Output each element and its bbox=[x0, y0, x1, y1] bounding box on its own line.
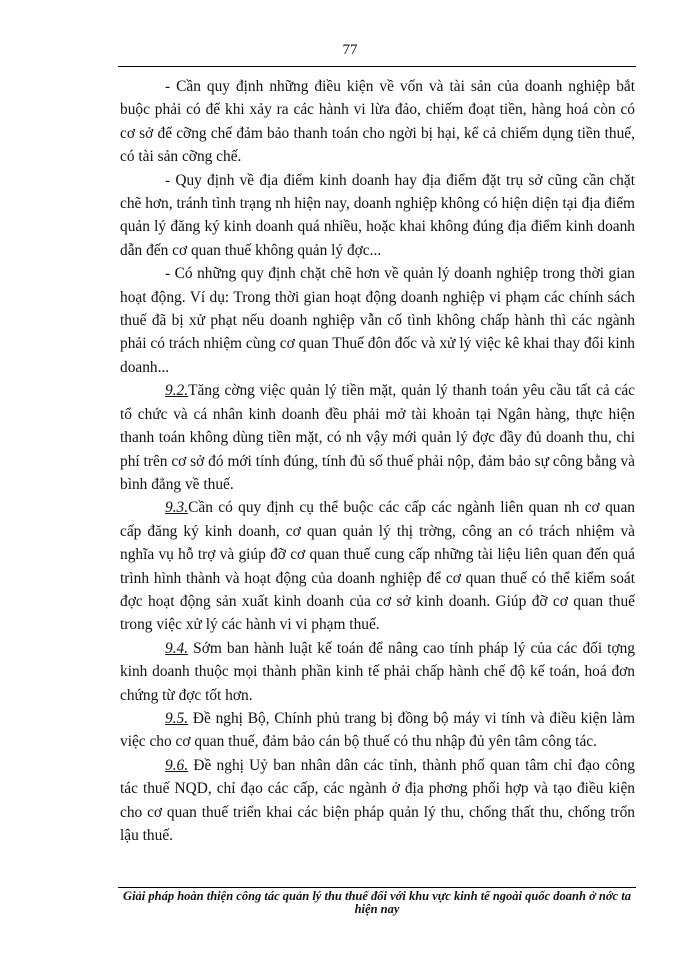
paragraph-text: Đề nghị Uỷ ban nhân dân các tỉnh, thành phố quan tâm chỉ đạo công tác thuế NQD, chỉ đạo các cấp, các ngành ở địa phơng phối hợp và tạo điều kiện cho cơ quan thuế triển khai các biện pháp quản lý thu, chống thất thu, chống trốn lậu thuế. bbox=[120, 756, 635, 844]
paragraph-text: Cần có quy định cụ thể buộc các cấp các ngành liên quan nh cơ quan cấp đăng ký kinh doanh, cơ quan quản lý thị trờng, công an có trách nhiệm và nghĩa vụ hỗ trợ và giúp đỡ cơ quan thuế cung cấp những tài liệu liên quan đến quá trình hình thành và hoạt động của doanh nghiệp để cơ quan thuế có thể kiểm soát đợc hoạt động sản xuất kinh doanh của cơ sở kinh doanh. Giúp đỡ cơ quan thuế trong việc xử lý các hành vi vi phạm thuế. bbox=[120, 499, 635, 634]
section-number: 9.2. bbox=[165, 382, 189, 400]
footer-rule bbox=[118, 887, 636, 888]
paragraph-text: Tăng cờng việc quản lý tiền mặt, quản lý thanh toán yêu cầu tất cả các tổ chức và cá nhân kinh doanh đều phải mở tài khoản tại Ngân hàng, thực hiện thanh toán không dùng tiền mặt, có nh vậy mới quản lý đợc đầy đủ doanh thu, chi phí trên cơ sở đó mới tính đúng, tính đủ số thuế phải nộp, đảm bảo sự công bằng và bình đẳng về thuế. bbox=[120, 382, 635, 493]
paragraph bbox=[120, 637, 635, 707]
paragraph bbox=[120, 754, 635, 848]
section-number: 9.6. bbox=[165, 756, 189, 774]
paragraph-text: Đề nghị Bộ, Chính phủ trang bị đồng bộ máy vi tính và điều kiện làm việc cho cơ quan thuế, đảm bảo cán bộ thuế có thu nhập đủ yên tâm công tác. bbox=[120, 709, 635, 751]
section-number: 9.3. bbox=[165, 499, 189, 517]
paragraph-text: Sớm ban hành luật kế toán để nâng cao tính pháp lý của các đối tợng kinh doanh thuộc mọi thành phần kinh tế phải chấp hành chế độ kế toán, hoá đơn chứng từ đợc tốt hơn. bbox=[120, 639, 635, 704]
paragraph bbox=[120, 75, 635, 169]
header-rule bbox=[118, 66, 636, 67]
running-footer: Giải pháp hoàn thiện công tác quản lý thu thuế đối với khu vực kinh tế ngoài quốc doanh ở nớc ta hiện nay bbox=[123, 890, 631, 916]
paragraph bbox=[120, 169, 635, 263]
section-number: 9.5. bbox=[165, 709, 189, 727]
paragraph-text: - Có những quy định chặt chẽ hơn về quản lý doanh nghiệp trong thời gian hoạt động. Ví dụ: Trong thời gian hoạt động doanh nghiệp vi phạm các chính sách thuế đã bị xử phạt nếu doanh nghiệp vẫn cố tình không chấp hành thì các ngành phải có trách nhiệm cùng cơ quan Thuế đôn đốc và xử lý việc kê khai thay đổi kinh doanh... bbox=[120, 265, 635, 376]
paragraph-text: - Quy định về địa điểm kinh doanh hay địa điểm đặt trụ sở cũng cần chặt chẽ hơn, tránh tình trạng nh hiện nay, doanh nghiệp không có hiện diện tại địa điểm quản lý đăng ký kinh doanh quá nhiều, hoặc khai không đúng địa điểm kinh doanh dẫn đến cơ quan thuế không quản lý đợc... bbox=[120, 171, 635, 259]
section-number: 9.4. bbox=[165, 639, 189, 657]
paragraph bbox=[120, 379, 635, 496]
paragraph-text: - Cần quy định những điều kiện về vốn và tài sản của doanh nghiệp bắt buộc phải có để khi xảy ra các hành vi lừa đảo, chiếm đoạt tiền, hàng hoá còn có cơ sở để cỡng chế đảm bảo thanh toán cho ngời bị hại, kể cả chiếm dụng tiền thuế, có tài sản cỡng chế. bbox=[120, 78, 635, 166]
page-number: 77 bbox=[342, 42, 358, 58]
paragraph bbox=[120, 496, 635, 636]
paragraph bbox=[120, 707, 635, 754]
paragraph bbox=[120, 262, 635, 379]
document-body bbox=[120, 75, 635, 847]
